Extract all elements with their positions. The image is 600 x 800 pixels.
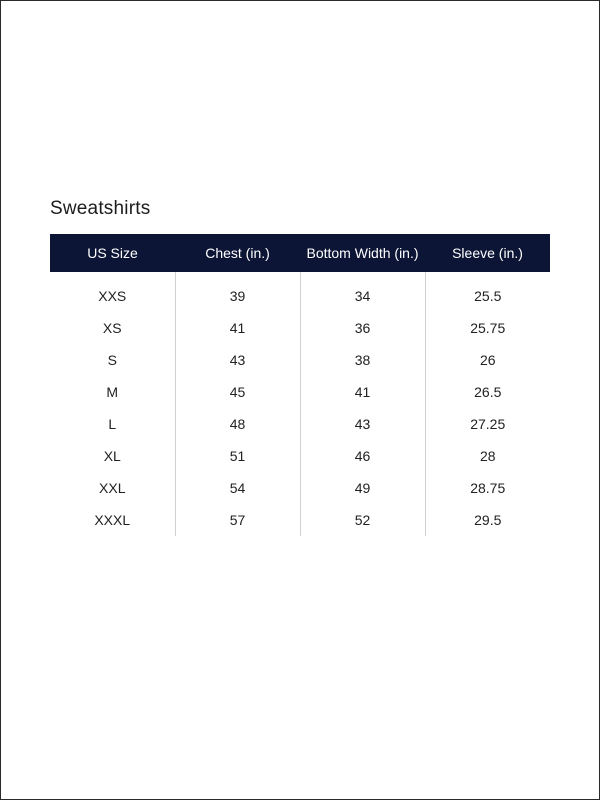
cell-bottom-width: 52 bbox=[300, 504, 425, 536]
cell-bottom-width: 41 bbox=[300, 376, 425, 408]
cell-bottom-width: 38 bbox=[300, 344, 425, 376]
cell-bottom-width: 36 bbox=[300, 312, 425, 344]
cell-chest: 54 bbox=[175, 472, 300, 504]
cell-size: XXXL bbox=[94, 512, 131, 528]
page-title: Sweatshirts bbox=[50, 198, 151, 219]
table-row bbox=[50, 472, 550, 504]
cell-bottom-width: 43 bbox=[300, 408, 425, 440]
column-header-bottom-width: Bottom Width (in.) bbox=[300, 234, 425, 272]
column-header-us-size: US Size bbox=[50, 234, 175, 272]
table-header-row bbox=[50, 234, 550, 272]
cell-sleeve: 28 bbox=[425, 440, 550, 472]
cell-size: XL bbox=[103, 448, 121, 464]
cell-sleeve: 29.5 bbox=[425, 504, 550, 536]
cell-chest: 41 bbox=[175, 312, 300, 344]
cell-chest: 43 bbox=[175, 344, 300, 376]
table-row bbox=[50, 408, 550, 440]
cell-size: XXL bbox=[99, 480, 126, 496]
cell-size: XXS bbox=[98, 288, 127, 304]
cell-size: S bbox=[107, 352, 117, 368]
cell-sleeve: 25.75 bbox=[425, 312, 550, 344]
cell-size: M bbox=[106, 384, 119, 400]
cell-sleeve: 27.25 bbox=[425, 408, 550, 440]
cell-sleeve: 25.5 bbox=[425, 272, 550, 312]
cell-sleeve: 28.75 bbox=[425, 472, 550, 504]
cell-size: XS bbox=[102, 320, 122, 336]
cell-size: L bbox=[108, 416, 117, 432]
column-header-chest: Chest (in.) bbox=[175, 234, 300, 272]
cell-sleeve: 26.5 bbox=[425, 376, 550, 408]
table-row bbox=[50, 312, 550, 344]
table-row bbox=[50, 504, 550, 536]
table-row bbox=[50, 272, 550, 312]
size-chart-table bbox=[50, 234, 550, 536]
cell-bottom-width: 49 bbox=[300, 472, 425, 504]
cell-chest: 45 bbox=[175, 376, 300, 408]
cell-chest: 51 bbox=[175, 440, 300, 472]
cell-bottom-width: 46 bbox=[300, 440, 425, 472]
cell-bottom-width: 34 bbox=[300, 272, 425, 312]
cell-chest: 48 bbox=[175, 408, 300, 440]
cell-sleeve: 26 bbox=[425, 344, 550, 376]
cell-chest: 57 bbox=[175, 504, 300, 536]
table-row bbox=[50, 440, 550, 472]
table-row bbox=[50, 344, 550, 376]
table-row bbox=[50, 376, 550, 408]
cell-chest: 39 bbox=[175, 272, 300, 312]
column-header-sleeve: Sleeve (in.) bbox=[425, 234, 550, 272]
